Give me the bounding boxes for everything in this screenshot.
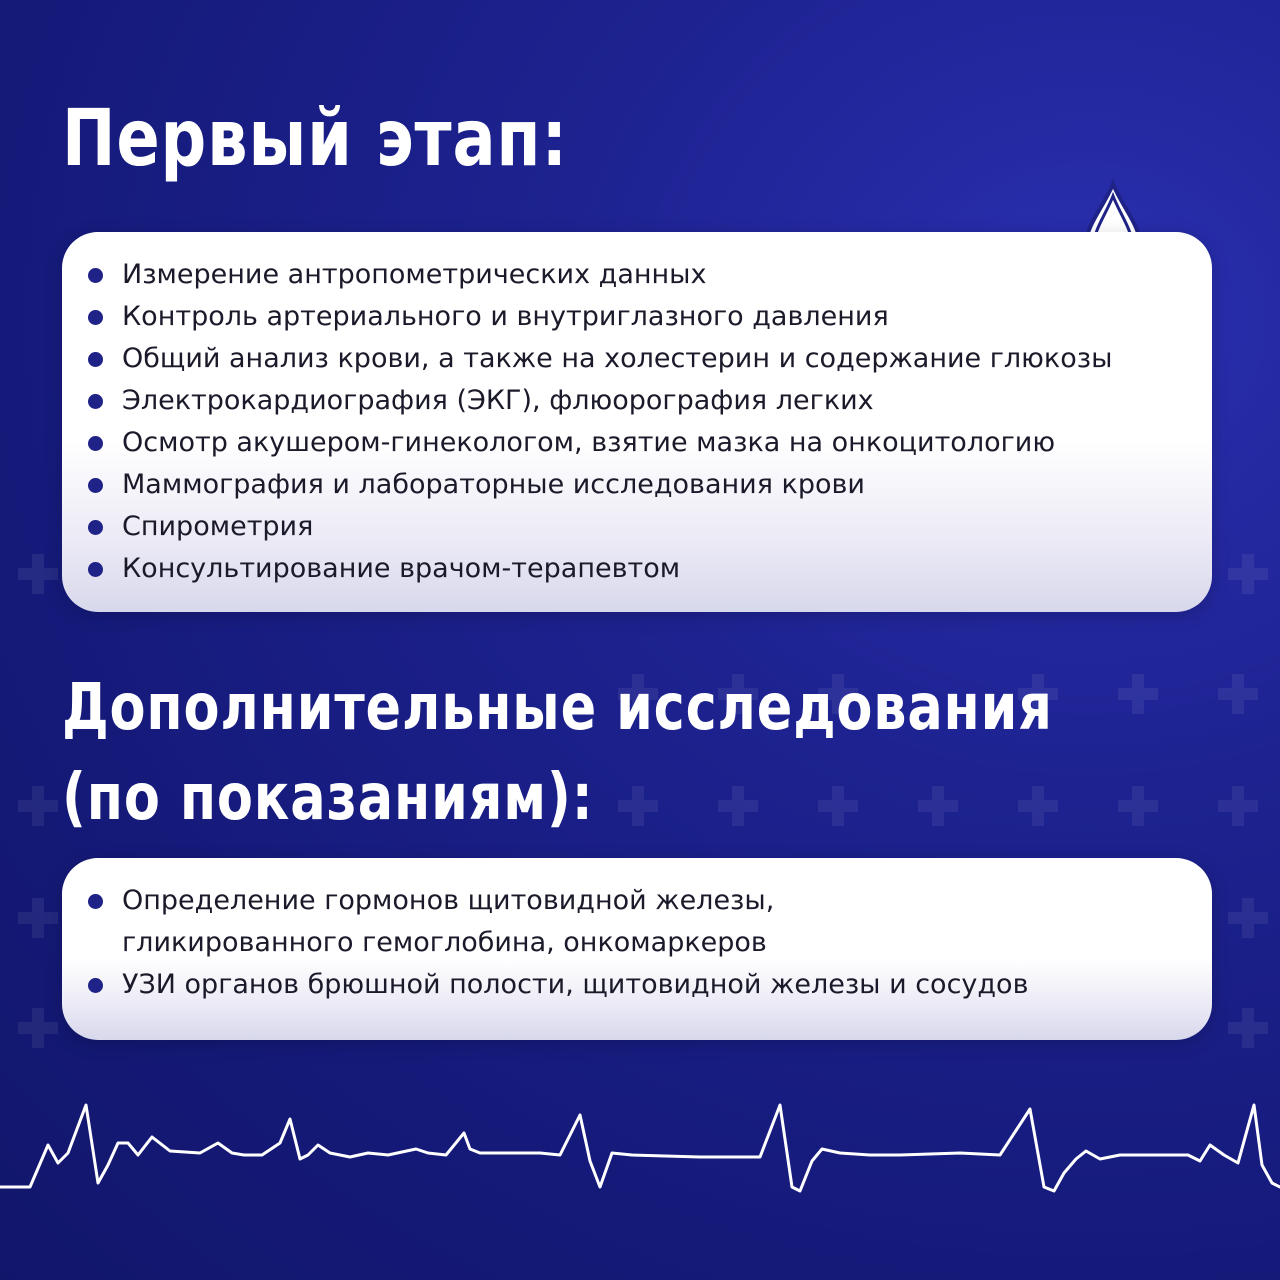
list-item-text: Маммография и лабораторные исследования крови xyxy=(122,469,865,500)
section1-list xyxy=(62,254,1212,590)
bullet-dot xyxy=(88,394,103,409)
list-item xyxy=(88,506,1212,548)
list-item xyxy=(88,464,1212,506)
list-item xyxy=(88,964,1212,1006)
list-item-text: УЗИ органов брюшной полости, щитовидной железы и сосудов xyxy=(122,969,1029,1000)
bullet-dot xyxy=(88,978,103,993)
list-item xyxy=(88,254,1212,296)
list-item-text: Электрокардиография (ЭКГ), флюорография легких xyxy=(122,385,874,416)
bullet-dot xyxy=(88,268,103,283)
list-item-text: Осмотр акушером-гинекологом, взятие мазка на онкоцитологию xyxy=(122,427,1056,458)
section1-card xyxy=(62,232,1212,612)
section1-title: Первый этап: xyxy=(62,94,568,184)
list-item xyxy=(88,548,1212,590)
list-item-text: Спирометрия xyxy=(122,511,314,542)
bullet-dot xyxy=(88,352,103,367)
bullet-dot xyxy=(88,436,103,451)
list-item xyxy=(88,422,1212,464)
section2-title-line2: (по показаниям): xyxy=(62,761,594,835)
ecg-line xyxy=(0,1095,1280,1205)
section2-list xyxy=(62,880,1212,1006)
section2-title-line1: Дополнительные исследования xyxy=(62,671,1053,745)
list-item-text: Измерение антропометрических данных xyxy=(122,259,707,290)
section2-card xyxy=(62,858,1212,1040)
list-item-text: Определение гормонов щитовидной железы, xyxy=(122,885,775,916)
list-item-text-continued: гликированного гемоглобина, онкомаркеров xyxy=(122,927,767,958)
bullet-dot xyxy=(88,478,103,493)
bullet-dot xyxy=(88,310,103,325)
list-item xyxy=(88,380,1212,422)
list-item-text: Консультирование врачом-терапевтом xyxy=(122,553,681,584)
list-item-text: Контроль артериального и внутриглазного давления xyxy=(122,301,889,332)
list-item xyxy=(88,296,1212,338)
list-item-text: Общий анализ крови, а также на холестерин и содержание глюкозы xyxy=(122,343,1113,374)
bullet-dot xyxy=(88,894,103,909)
bullet-dot xyxy=(88,520,103,535)
bullet-dot xyxy=(88,562,103,577)
list-item xyxy=(88,338,1212,380)
list-item xyxy=(88,880,1212,964)
